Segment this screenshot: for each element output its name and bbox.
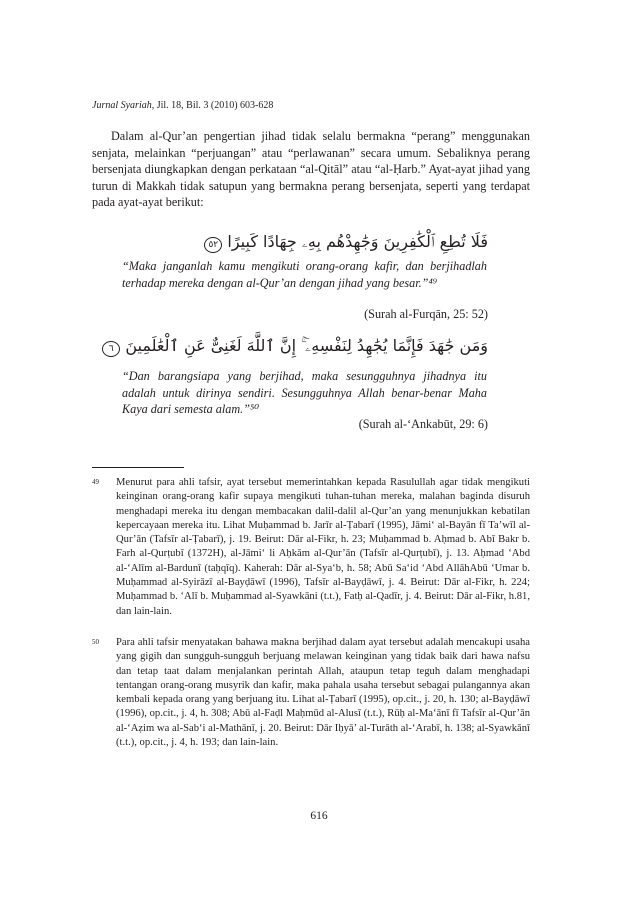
running-head bbox=[92, 100, 273, 111]
verse-source-1: (Surah al-Furqān, 25: 52) bbox=[364, 307, 488, 321]
verse-translation-1: “Maka janganlah kamu mengikuti orang-orang kafir, dan berjihadlah terhadap mereka dengan al-Qur’an dengan jihad yang besar.”⁴⁹ bbox=[122, 259, 487, 290]
journal-issue-details: , Jil. 18, Bil. 3 (2010) 603-628 bbox=[151, 100, 274, 111]
footnote-50 bbox=[92, 636, 530, 750]
footnote-text: Menurut para ahli tafsir, ayat tersebut memerintahkan kepada Rasulullah agar tidak mengikuti keinginan orang-orang kafir supaya mengikuti tuhan-tuhan mereka, malahan baginda disuruh menghadapi mereka itu dengan membacakan dalil-dalil al-Qur’an yang menunjukkan kebatilan kepercayaan mereka itu. Lihat Muḥammad b. Jarīr al-Ṭabarī (1995), Jāmi‘ al-Bayān fī Ta’wīl al-Qur’ān (Tafsīr al-Ṭabarī), j. 19. Beirut: Dār al-Fikr, h. 23; Muḥammad b. Aḥmad b. Abī Bakr b. Farh al-Qurṭubī (1372H), al-Jāmi‘ li Aḥkām al-Qur’ān (Tafsīr al-Qurṭubī), j. 13. Aḥmad ‘Abd al-‘Alīm al-Bardunī (taḥqīq). Kaherah: Dār al-Sya‘b, h. 58; Abū Sa‘id ‘Abd AllāhAbū ‘Umar b. Muḥammad al-Syirāzī al-Bayḍāwī (1996), Tafsīr al-Bayḍāwī, j. 4. Beirut: Dār al-Fikr, h. 224; Muḥammad b. ‘Alī b. Muḥammad al-Syawkāni (t.t.), Fatḥ al-Qadīr, j. 4. Beirut: Dār al-Fikr, h.81, dan lain-lain. bbox=[116, 477, 530, 617]
arabic-verse-text: وَمَن جَٰهَدَ فَإِنَّمَا يُجَٰهِدُ لِنَفْسِهِۦٓ ۚ إِنَّ ٱللَّهَ لَغَنِىٌّ عَنِ ٱلْعَٰلَمِينَ bbox=[125, 336, 488, 355]
ayah-number-marker: ٦ bbox=[102, 341, 120, 357]
arabic-verse-2 bbox=[88, 336, 488, 357]
footnote-number: 49 bbox=[92, 478, 99, 486]
arabic-verse-1 bbox=[88, 232, 488, 253]
body-paragraph: Dalam al-Qur’an pengertian jihad tidak selalu bermakna “perang” menggunakan senjata, melainkan “perjuangan” atau “perlawanan” secara umum. Sebaliknya perang bersenjata diungkapkan dengan perkataan “al-Qitāl” atau “al-Ḥarb.” Ayat-ayat jihad yang turun di Makkah tidak satupun yang bermakna perang bersenjata, seperti yang terdapat pada ayat-ayat berikut: bbox=[92, 129, 530, 210]
footnote-number: 50 bbox=[92, 638, 99, 646]
journal-title: Jurnal Syariah bbox=[92, 100, 152, 111]
footnote-49 bbox=[92, 476, 530, 619]
ayah-number-marker: ٥٢ bbox=[204, 237, 222, 253]
footnote-text: Para ahli tafsir menyatakan bahawa makna berjihad dalam ayat tersebut adalah mencakupi usaha yang gigih dan sungguh-sungguh berjuang melawan keinginan yang tidak baik dari hawa nafsu dan tetap taat dalam menjalankan perintah Allah, ataupun tetap teguh dalam menghadapi tentangan orang-orang musyrik dan kafir, maka pahala usaha tersebut sebagai pulangannya akan kembali kepada orang yang berjuang itu. Lihat al-Ṭabarī (1995), op.cit., j. 20, h. 130; al-Bayḍāwī (1996), op.cit., j. 4, h. 308; Abū al-Faḍl Maḥmūd al-Alusī (t.t.), Rūḥ al-Ma‘ānī fī Tafsīr al-Qur’ān al-‘Aẓim wa al-Sab‘i al-Mathānī, j. 20. Beirut: Dār Iḥyā’ al-Turāth al-‘Arabī, h. 138; al-Syawkānī (t.t.), op.cit., j. 4, h. 193; dan lain-lain. bbox=[116, 637, 530, 749]
page-number: 616 bbox=[310, 810, 328, 822]
footnote-separator bbox=[92, 467, 184, 468]
verse-source-2: (Surah al-‘Ankabūt, 29: 6) bbox=[358, 417, 488, 431]
arabic-verse-text: فَلَا تُطِعِ ٱلْكَٰفِرِينَ وَجَٰهِدْهُم بِهِۦ جِهَادًا كَبِيرًا bbox=[227, 232, 488, 251]
verse-translation-2: “Dan barangsiapa yang berjihad, maka sesungguhnya jihadnya itu adalah untuk dirinya sendiri. Sesungguhnya Allah benar-benar Maha Kaya dari semesta alam.”⁵⁰ bbox=[122, 369, 487, 417]
